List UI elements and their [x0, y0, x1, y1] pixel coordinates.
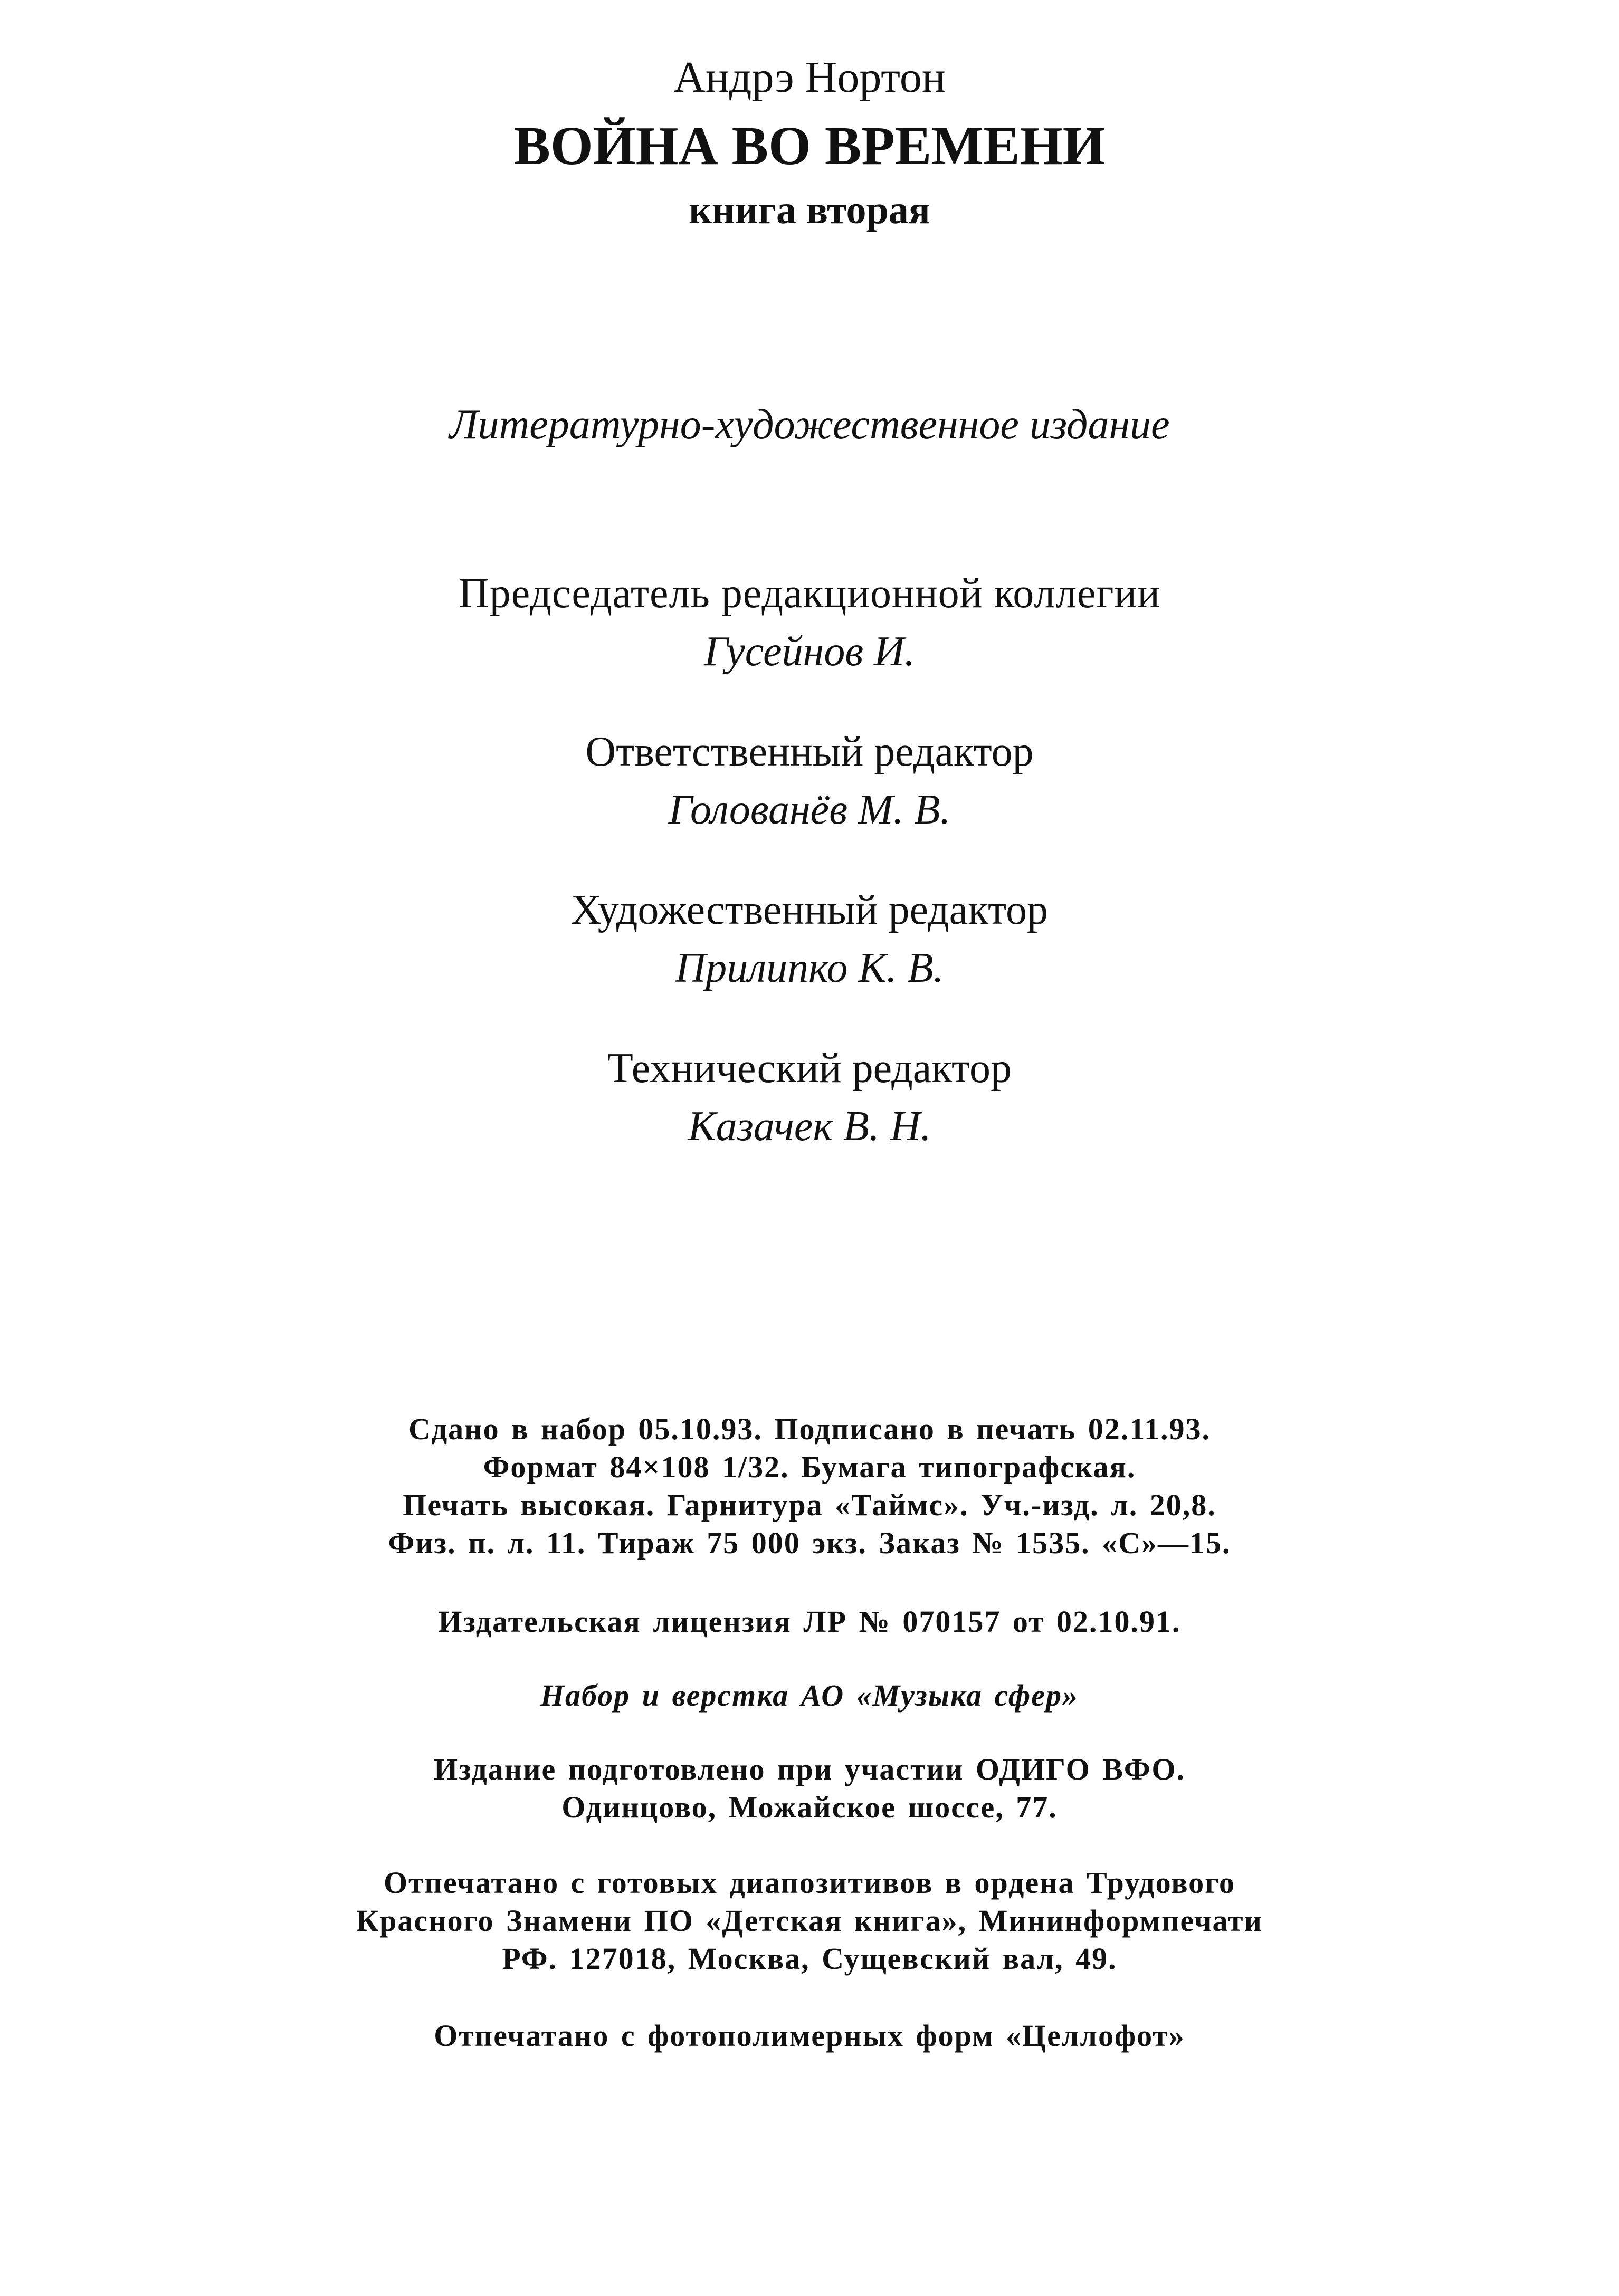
credit-name-managing-editor: Голованёв М. В.	[668, 787, 951, 833]
credit-name-editorial-board-chair: Гусейнов И.	[704, 628, 915, 675]
printer-line: Красного Знамени ПО «Детская книга», Мининформпечати	[356, 1903, 1263, 1938]
book-subtitle: книга вторая	[689, 188, 930, 232]
credit-role-technical-editor: Технический редактор	[607, 1045, 1012, 1092]
plates-credit: Отпечатано с фотополимерных форм «Целлофот»	[434, 2018, 1185, 2053]
credit-name-technical-editor: Казачек В. Н.	[688, 1103, 931, 1150]
production-line: Сдано в набор 05.10.93. Подписано в печать 02.11.93.	[408, 1412, 1211, 1446]
prepared-line: Издание подготовлено при участии ОДИГО ВФО.	[433, 1752, 1186, 1786]
edition-type: Литературно-художественное издание	[449, 401, 1170, 448]
typesetting-credit: Набор и верстка АО «Музыка сфер»	[540, 1678, 1079, 1713]
credit-name-art-editor: Прилипко К. В.	[675, 945, 944, 991]
book-author: Андрэ Нортон	[673, 53, 946, 102]
credit-role-managing-editor: Ответственный редактор	[585, 729, 1034, 775]
credit-role-editorial-board-chair: Председатель редакционной коллегии	[458, 570, 1160, 617]
publisher-license: Издательская лицензия ЛР № 070157 от 02.10.91.	[438, 1604, 1181, 1639]
printer-line: РФ. 127018, Москва, Сущевский вал, 49.	[502, 1941, 1117, 1976]
production-line: Печать высокая. Гарнитура «Таймс». Уч.-изд. л. 20,8.	[403, 1488, 1216, 1522]
credit-role-art-editor: Художественный редактор	[571, 887, 1048, 933]
printer-line: Отпечатано с готовых диапозитивов в ордена Трудового	[383, 1866, 1236, 1900]
production-line: Физ. п. л. 11. Тираж 75 000 экз. Заказ № 1535. «С»—15.	[388, 1526, 1231, 1560]
prepared-line: Одинцово, Можайское шоссе, 77.	[561, 1790, 1058, 1824]
book-title: ВОЙНА ВО ВРЕМЕНИ	[513, 116, 1106, 176]
production-line: Формат 84×108 1/32. Бумага типографская.	[483, 1450, 1136, 1484]
